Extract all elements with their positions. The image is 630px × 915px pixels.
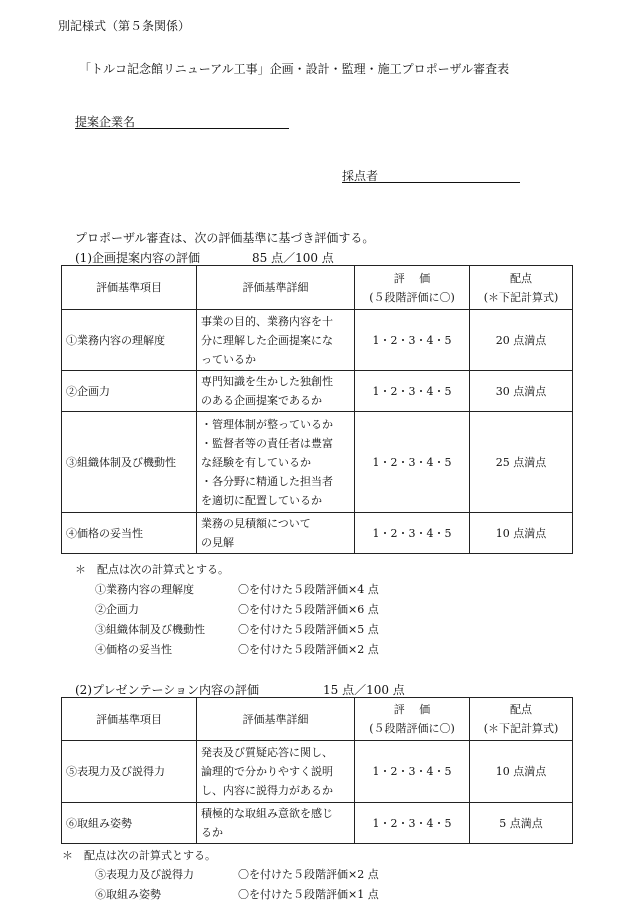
header-points-line2: (＊下記計算式) [483,722,559,735]
formula-item: ②企画力 [95,603,139,616]
row-item: ②企画力 [62,371,197,412]
header-points [470,266,573,310]
section2-title: (2)プレゼンテーション内容の評価 [75,683,260,697]
row-scale[interactable]: 1・2・3・4・5 [355,741,470,803]
row-points: 10 点満点 [470,741,573,803]
table-row [62,371,573,412]
table-row [62,741,573,803]
header-points-line1: 配点 [510,703,532,716]
header-eval-line1: 評 価 [393,271,431,285]
header-points-line1: 配点 [510,271,532,285]
formula-text: 〇を付けた５段階評価×5 点 [238,623,379,636]
header-eval [355,266,470,310]
row-detail: 事業の目的、業務内容を十 分に理解した企画提案にな っているか [197,310,355,371]
header-points [470,698,573,741]
formula-text: 〇を付けた５段階評価×2 点 [238,643,379,656]
scorer-label: 採点者 [342,169,379,183]
row-scale[interactable]: 1・2・3・4・5 [355,310,470,371]
section1-table [61,265,573,554]
row-detail: 専門知識を生かした独創性 のある企画提案であるか [197,371,355,412]
section1-note-title: ＊ 配点は次の計算式とする。 [75,563,229,576]
row-points: 20 点満点 [470,310,573,371]
intro-text: プロポーザル審査は、次の評価基準に基づき評価する。 [75,231,375,245]
form-label: 別記様式（第５条関係） [58,19,191,33]
formula-text: 〇を付けた５段階評価×2 点 [238,868,379,881]
section2-table [61,697,573,844]
table-row [62,310,573,371]
section1-title: (1)企画提案内容の評価 [75,251,200,265]
formula-text: 〇を付けた５段階評価×1 点 [238,888,379,901]
row-detail: 積極的な取組み意欲を感じ るか [197,803,355,844]
formula-text: 〇を付けた５段階評価×4 点 [238,583,379,596]
row-item: ④価格の妥当性 [62,513,197,554]
table-row [62,412,573,513]
company-label: 提案企業名 [75,115,136,129]
formula-item: ⑤表現力及び説得力 [95,868,194,881]
row-item: ①業務内容の理解度 [62,310,197,371]
row-points: 5 点満点 [470,803,573,844]
header-item: 評価基準項目 [62,266,197,310]
row-points: 25 点満点 [470,412,573,513]
row-scale[interactable]: 1・2・3・4・5 [355,513,470,554]
row-scale[interactable]: 1・2・3・4・5 [355,412,470,513]
header-eval-line2: (５段階評価に〇) [369,722,455,735]
formula-item: ③組織体制及び機動性 [95,623,205,636]
formula-item: ①業務内容の理解度 [95,583,194,596]
row-item: ⑤表現力及び説得力 [62,741,197,803]
row-detail: 業務の見積額について の見解 [197,513,355,554]
table-row [62,513,573,554]
header-eval-line2: (５段階評価に〇) [369,290,455,304]
formula-item: ⑥取組み姿勢 [95,888,161,901]
row-detail: ・管理体制が整っているか ・監督者等の責任者は豊富 な経験を有しているか ・各分野に精通した担当者 を適切に配置しているか [197,412,355,513]
row-points: 30 点満点 [470,371,573,412]
row-scale[interactable]: 1・2・3・4・5 [355,803,470,844]
section2-points: 15 点／100 点 [323,683,405,697]
row-points: 10 点満点 [470,513,573,554]
row-item: ⑥取組み姿勢 [62,803,197,844]
header-points-line2: (＊下記計算式) [483,290,559,304]
company-name-line[interactable] [75,128,289,129]
table-row [62,803,573,844]
row-scale[interactable]: 1・2・3・4・5 [355,371,470,412]
table-header-row [62,266,573,310]
scorer-name-line[interactable] [342,182,520,183]
section2-note-title: ＊ 配点は次の計算式とする。 [62,849,216,862]
header-eval [355,698,470,741]
header-detail: 評価基準詳細 [197,266,355,310]
document-title: 「トルコ記念館リニューアル工事」企画・設計・監理・施工プロポーザル審査表 [79,62,510,76]
row-detail: 発表及び質疑応答に関し、 論理的で分かりやすく説明 し、内容に説得力があるか [197,741,355,803]
header-eval-line1: 評 価 [393,703,431,716]
section1-points: 85 点／100 点 [252,251,334,265]
formula-item: ④価格の妥当性 [95,643,172,656]
row-item: ③組織体制及び機動性 [62,412,197,513]
table-header-row [62,698,573,741]
formula-text: 〇を付けた５段階評価×6 点 [238,603,379,616]
header-item: 評価基準項目 [62,698,197,741]
header-detail: 評価基準詳細 [197,698,355,741]
